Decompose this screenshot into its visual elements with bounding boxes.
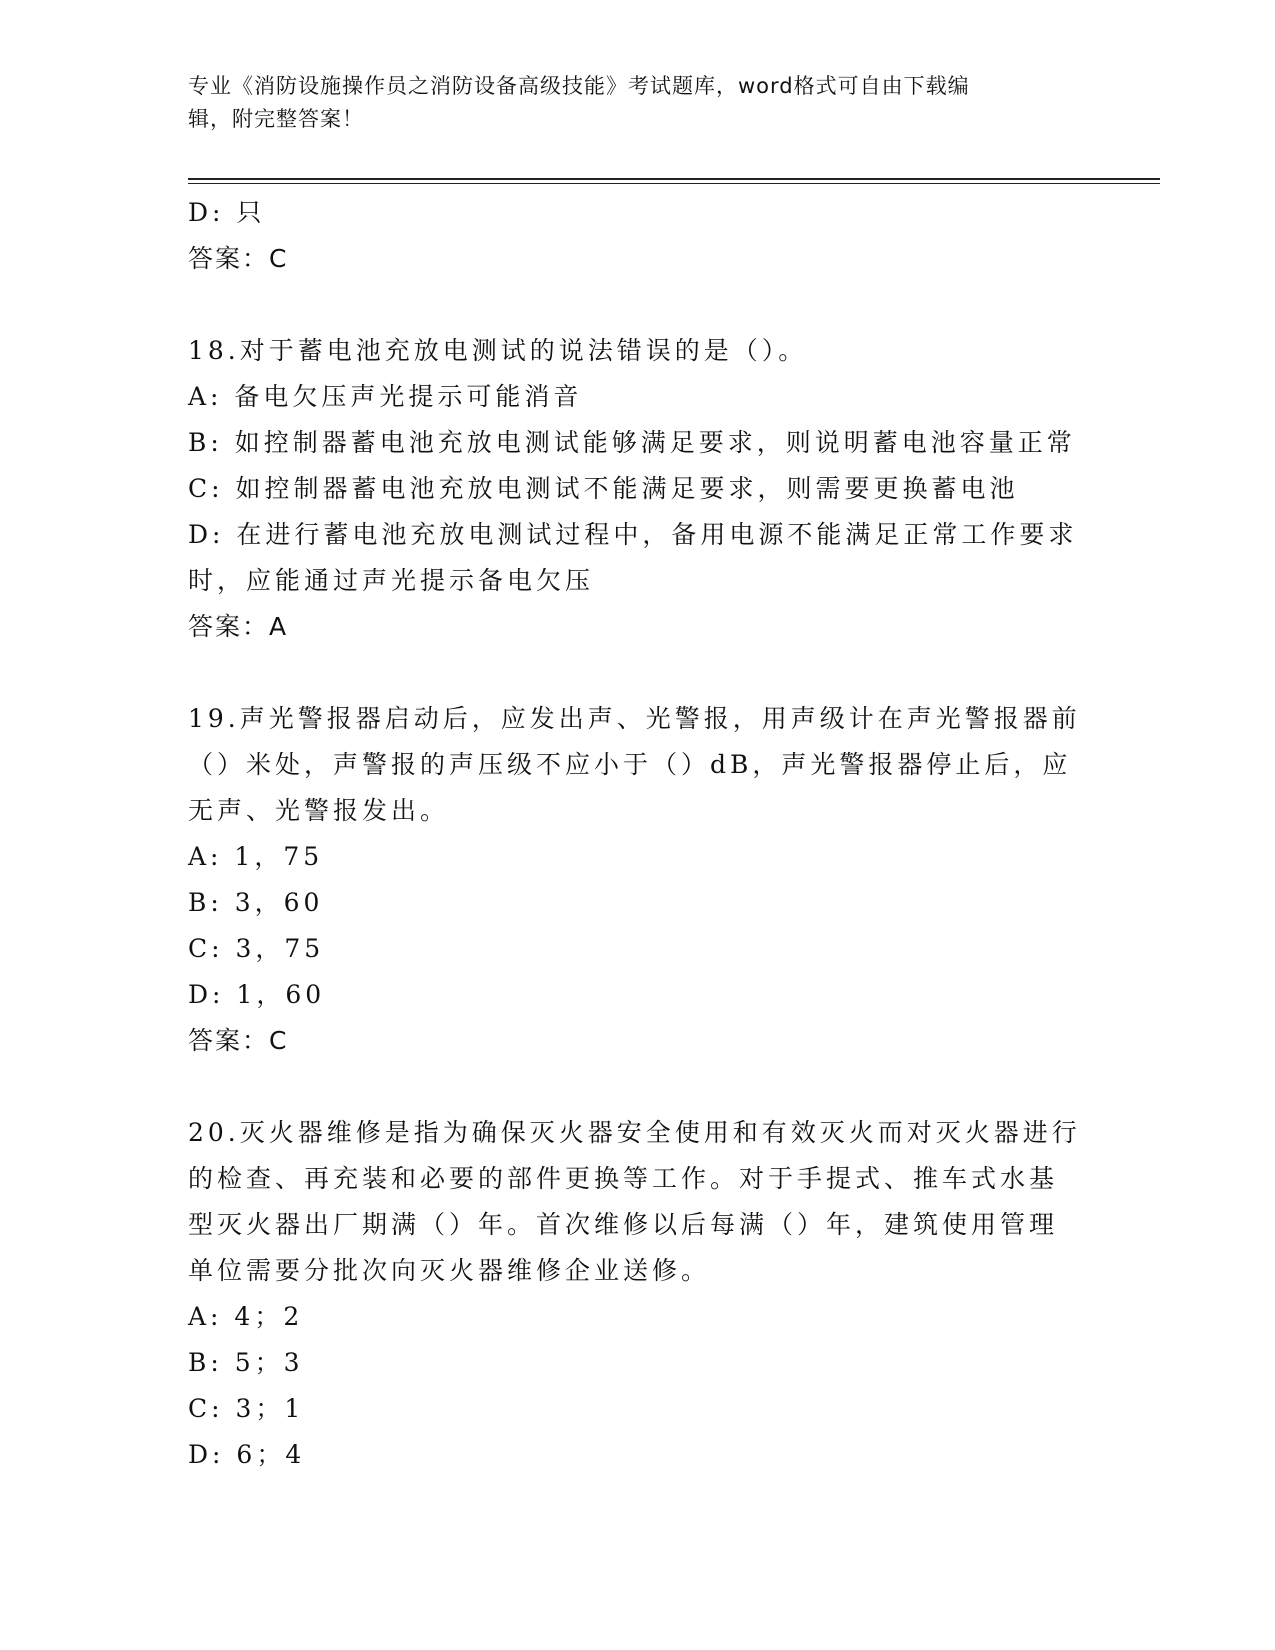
answer-line: 答案：A xyxy=(188,612,289,641)
option-d-continued: 时，应能通过声光提示备电欠压 xyxy=(188,566,595,595)
question-stem-line-1: 19.声光警报器启动后，应发出声、光警报，用声级计在声光警报器前 xyxy=(188,704,1081,733)
header-rule-thick xyxy=(188,178,1160,180)
question-18 xyxy=(188,328,1088,650)
question-stem-line-2: 的检查、再充装和必要的部件更换等工作。对于手提式、推车式水基 xyxy=(188,1164,1059,1193)
option-b: B: 5；3 xyxy=(188,1348,304,1377)
question-19 xyxy=(188,696,1088,1064)
question-stem-line-1: 20.灭火器维修是指为确保灭火器安全使用和有效灭火而对灭火器进行 xyxy=(188,1118,1081,1147)
option-d: D: 1，60 xyxy=(188,980,326,1009)
page-header xyxy=(188,70,1088,136)
question-20 xyxy=(188,1110,1088,1478)
option-c: C: 如控制器蓄电池充放电测试不能满足要求，则需要更换蓄电池 xyxy=(188,474,1019,503)
question-stem-line-3: 型灭火器出厂期满（）年。首次维修以后每满（）年，建筑使用管理 xyxy=(188,1210,1059,1239)
option-a: A: 1，75 xyxy=(188,842,324,871)
header-rule-thin xyxy=(188,183,1160,184)
header-line-2: 辑，附完整答案！ xyxy=(188,107,364,131)
question-stem-line-3: 无声、光警报发出。 xyxy=(188,796,450,825)
question-stem: 18.对于蓄电池充放电测试的说法错误的是（）。 xyxy=(188,336,808,365)
option-c: C: 3；1 xyxy=(188,1394,305,1423)
option-b: B: 如控制器蓄电池充放电测试能够满足要求，则说明蓄电池容量正常 xyxy=(188,428,1076,457)
option-b: B: 3，60 xyxy=(188,888,324,917)
header-line-1: 专业《消防设施操作员之消防设备高级技能》考试题库，word格式可自由下载编 xyxy=(188,74,970,98)
option-a: A: 备电欠压声光提示可能消音 xyxy=(188,382,583,411)
question-stem-line-4: 单位需要分批次向灭火器维修企业送修。 xyxy=(188,1256,711,1285)
answer-line: 答案：C xyxy=(188,1026,289,1055)
option-d: D: 6；4 xyxy=(188,1440,306,1469)
question-list xyxy=(188,190,1088,1478)
question-17-tail xyxy=(188,190,1088,282)
option-a: A: 4；2 xyxy=(188,1302,304,1331)
answer-line: 答案：C xyxy=(188,244,289,273)
question-stem-line-2: （）米处，声警报的声压级不应小于（）dB，声光警报器停止后，应 xyxy=(188,750,1072,779)
option-c: C: 3，75 xyxy=(188,934,325,963)
option-d: D: 只 xyxy=(188,198,266,227)
option-d: D: 在进行蓄电池充放电测试过程中，备用电源不能满足正常工作要求 xyxy=(188,520,1078,549)
